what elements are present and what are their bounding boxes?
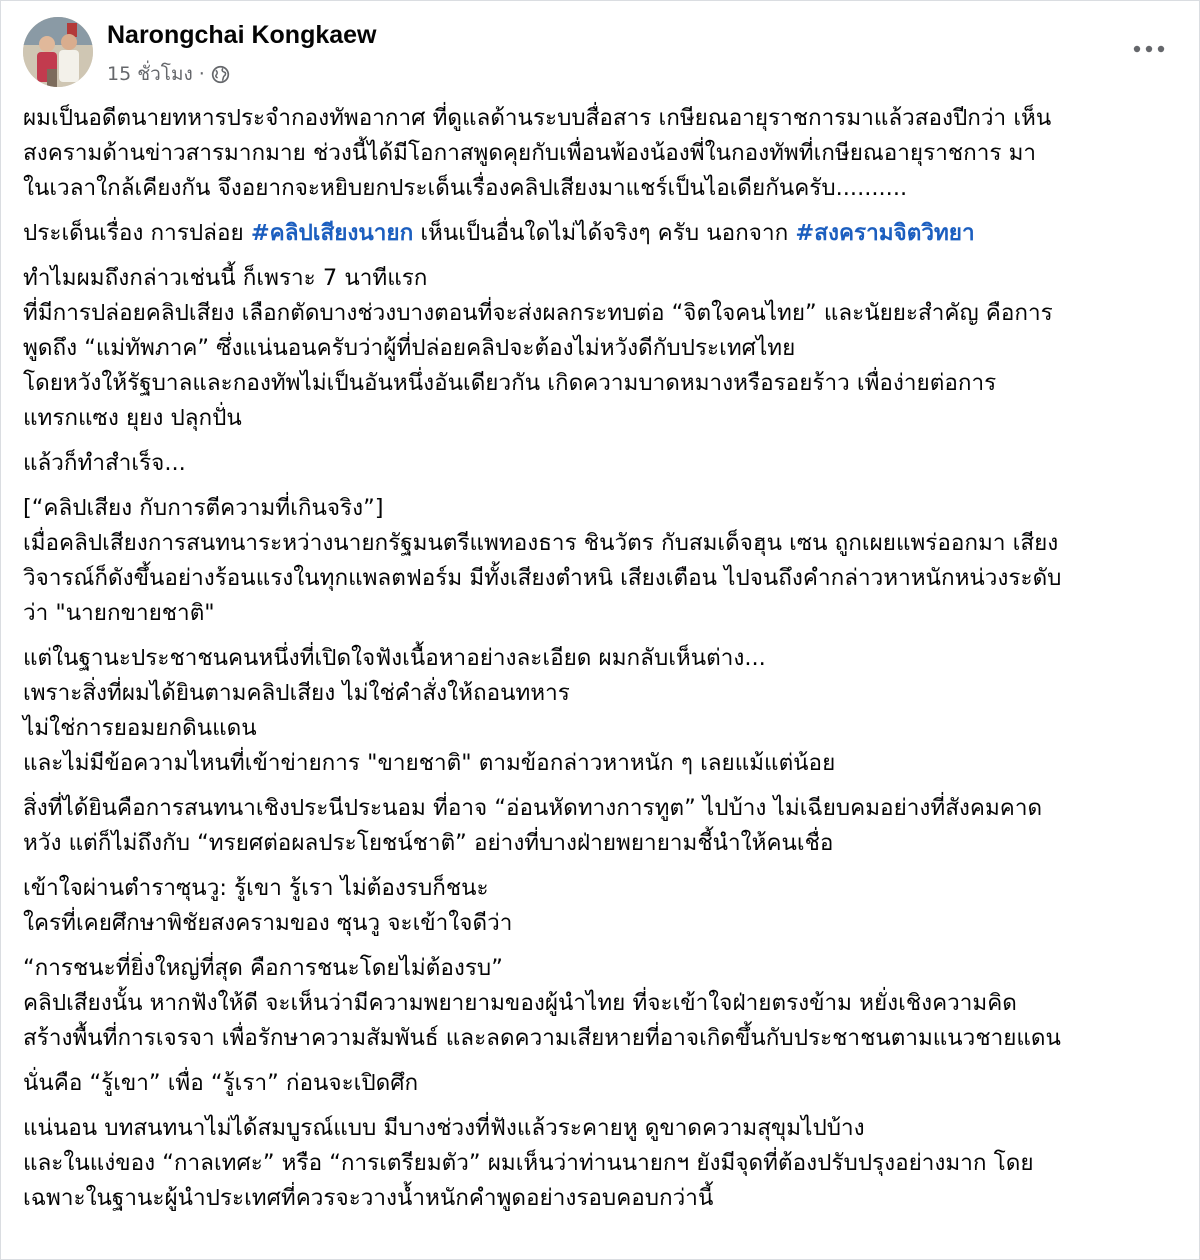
paragraph-line [23,1181,1173,1216]
paragraph-line [23,446,1173,481]
text-segment: แต่ในฐานะประชาชนคนหนึ่งที่เปิดใจฟังเนื้อหาอย่างละเอียด ผมกลับเห็นต่าง... [23,645,766,671]
text-segment: แน่นอน บทสนทนาไม่ได้สมบูรณ์แบบ มีบางช่วงที่ฟังแล้วระคายหู ดูขาดความสุขุมไปบ้าง [23,1115,865,1141]
post-body [23,101,1173,1226]
post-paragraph [23,641,1173,781]
paragraph-line [23,401,1173,436]
hashtag-link[interactable]: #คลิปเสียงนายก [250,220,414,246]
paragraph-line [23,986,1173,1021]
more-horizontal-icon [1133,45,1165,53]
text-segment: ทำไมผมถึงกล่าวเช่นนี้ ก็เพราะ 7 นาทีแรก [23,265,428,291]
text-segment: เฉพาะในฐานะผู้นำประเทศที่ควรจะวางน้ำหนักคำพูดอย่างรอบคอบกว่านี้ [23,1185,714,1211]
post-paragraph [23,871,1173,941]
text-segment: พูดถึง “แม่ทัพภาค” ซึ่งแน่นอนครับว่าผู้ที่ปล่อยคลิปจะต้องไม่หวังดีกับประเทศไทย [23,335,796,361]
text-segment: หวัง แต่ก็ไม่ถึงกับ “ทรยศต่อผลประโยชน์ชาติ” อย่างที่บางฝ่ายพยายามชี้นำให้คนเชื่อ [23,830,834,856]
post-paragraph [23,791,1173,861]
text-segment: ผมเป็นอดีตนายทหารประจำกองทัพอากาศ ที่ดูแลด้านระบบสื่อสาร เกษียณอายุราชการมาแล้วสองปีกว่า เห็น [23,105,1052,131]
paragraph-line [23,596,1173,631]
paragraph-line [23,526,1173,561]
text-segment: แทรกแซง ยุยง ปลุกปั่น [23,405,242,431]
paragraph-line [23,101,1173,136]
paragraph-line [23,746,1173,781]
text-segment: และในแง่ของ “กาลเทศะ” หรือ “การเตรียมตัว” ผมเห็นว่าท่านนายกฯ ยังมีจุดที่ต้องปรับปรุงอย่างมาก โดย [23,1150,1034,1176]
post-paragraph [23,261,1173,436]
text-segment: สงครามด้านข่าวสารมากมาย ช่วงนี้ได้มีโอกาสพูดคุยกับเพื่อนพ้องน้องพี่ในกองทัพที่เกษียณอายุราชการ มา [23,140,1037,166]
text-segment: เข้าใจผ่านตำราซุนวู: รู้เขา รู้เรา ไม่ต้องรบก็ชนะ [23,875,489,901]
text-segment: และไม่มีข้อความไหนที่เข้าข่ายการ "ขายชาติ" ตามข้อกล่าวหาหนัก ๆ เลยแม้แต่น้อย [23,750,836,776]
author-name[interactable]: Narongchai Kongkaew [107,21,377,49]
paragraph-line [23,1021,1173,1056]
paragraph-line [23,171,1173,206]
paragraph-line [23,1066,1173,1101]
paragraph-line [23,366,1173,401]
paragraph-line [23,711,1173,746]
text-segment: คลิปเสียงนั้น หากฟังให้ดี จะเห็นว่ามีความพยายามของผู้นำไทย ที่จะเข้าใจฝ่ายตรงข้าม หยั่งเชิงความคิด [23,990,1017,1016]
meta-separator: · [198,63,205,85]
post-paragraph [23,951,1173,1056]
paragraph-line [23,296,1173,331]
paragraph-line [23,871,1173,906]
paragraph-line [23,791,1173,826]
text-segment: วิจารณ์ก็ดังขึ้นอย่างร้อนแรงในทุกแพลตฟอร์ม มีทั้งเสียงตำหนิ เสียงเตือน ไปจนถึงคำกล่าวหาหนักหน่วงระดับ [23,565,1062,591]
paragraph-line [23,136,1173,171]
avatar[interactable] [23,17,93,87]
text-segment: เมื่อคลิปเสียงการสนทนาระหว่างนายกรัฐมนตรีแพทองธาร ชินวัตร กับสมเด็จฮุน เซน ถูกเผยแพร่ออกมา เสียง [23,530,1059,556]
text-segment: ในเวลาใกล้เคียงกัน จึงอยากจะหยิบยกประเด็นเรื่องคลิปเสียงมาแชร์เป็นไอเดียกันครับ.......... [23,175,908,201]
post-paragraph [23,101,1173,206]
paragraph-line [23,676,1173,711]
text-segment: แล้วก็ทำสำเร็จ... [23,450,186,476]
post-paragraph [23,491,1173,631]
text-segment: “การชนะที่ยิ่งใหญ่ที่สุด คือการชนะโดยไม่ต้องรบ” [23,955,503,981]
text-segment: นั่นคือ “รู้เขา” เพื่อ “รู้เรา” ก่อนจะเปิดศึก [23,1070,419,1096]
post-timestamp[interactable]: 15 ชั่วโมง [107,63,193,85]
paragraph-line [23,561,1173,596]
paragraph-line [23,1111,1173,1146]
hashtag-link[interactable]: #สงครามจิตวิทยา [795,220,975,246]
globe-icon[interactable] [211,65,230,84]
text-segment: ว่า "นายกขายชาติ" [23,600,215,626]
more-options-button[interactable] [1129,35,1169,63]
text-segment: ไม่ใช่การยอมยกดินแดน [23,715,257,741]
text-segment: ที่มีการปล่อยคลิปเสียง เลือกตัดบางช่วงบางตอนที่จะส่งผลกระทบต่อ “จิตใจคนไทย” และนัยยะสำคัญ คือการ [23,300,1053,326]
paragraph-line [23,331,1173,366]
paragraph-line [23,261,1173,296]
paragraph-line [23,1146,1173,1181]
text-segment: ใครที่เคยศึกษาพิชัยสงครามของ ซุนวู จะเข้าใจดีว่า [23,910,513,936]
post-meta [107,59,230,89]
text-segment: [“คลิปเสียง กับการตีความที่เกินจริง”] [23,495,384,521]
paragraph-line [23,216,1173,251]
paragraph-line [23,491,1173,526]
text-segment: เพราะสิ่งที่ผมได้ยินตามคลิปเสียง ไม่ใช่คำสั่งให้ถอนทหาร [23,680,570,706]
text-segment: สร้างพื้นที่การเจรจา เพื่อรักษาความสัมพันธ์ และลดความเสียหายที่อาจเกิดขึ้นกับประชาชนตามแนวชายแดน [23,1025,1061,1051]
post-paragraph [23,1066,1173,1101]
avatar-photo [23,17,93,87]
post-header [23,17,1177,89]
paragraph-line [23,951,1173,986]
text-segment: โดยหวังให้รัฐบาลและกองทัพไม่เป็นอันหนึ่งอันเดียวกัน เกิดความบาดหมางหรือรอยร้าว เพื่อง่ายต่อการ [23,370,997,396]
text-segment: สิ่งที่ได้ยินคือการสนทนาเชิงประนีประนอม ที่อาจ “อ่อนหัดทางการทูต” ไปบ้าง ไม่เฉียบคมอย่างที่สังคมคาด [23,795,1043,821]
text-segment: เห็นเป็นอื่นใดไม่ได้จริงๆ ครับ นอกจาก [413,220,796,246]
paragraph-line [23,826,1173,861]
post-paragraph [23,216,1173,251]
paragraph-line [23,641,1173,676]
post-paragraph [23,446,1173,481]
paragraph-line [23,906,1173,941]
text-segment: ประเด็นเรื่อง การปล่อย [23,220,251,246]
post-paragraph [23,1111,1173,1216]
